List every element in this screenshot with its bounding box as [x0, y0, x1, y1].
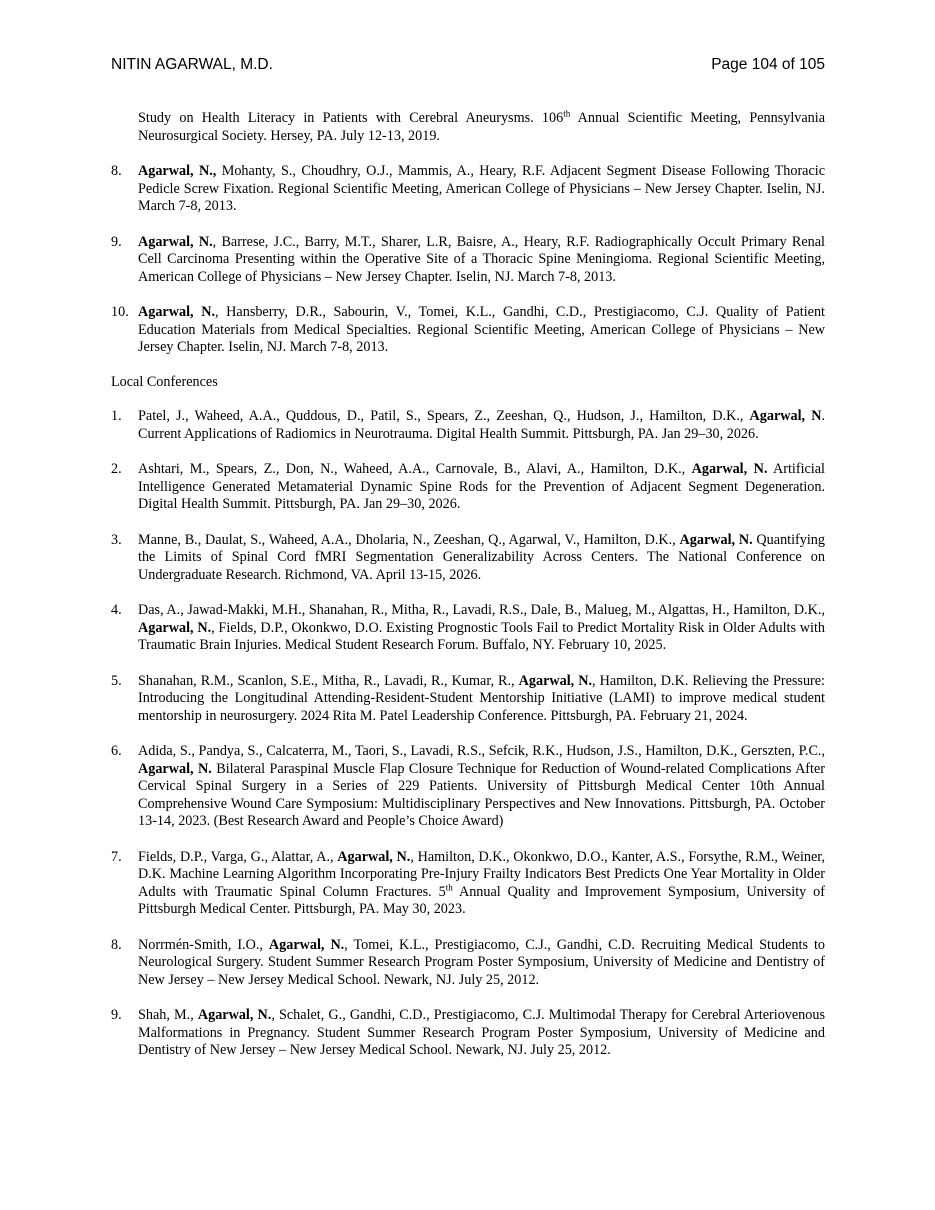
- item-number: 4.: [111, 602, 122, 618]
- list-item: [111, 532, 825, 585]
- citation-text: Agarwal, N., Mohanty, S., Choudhry, O.J., Mammis, A., Heary, R.F. Adjacent Segment Disease Following Thoracic Pedicle Screw Fixation. Regional Scientific Meeting, American College of Physicians – New Jersey Chapter. Iselin, NJ. March 7-8, 2013.: [138, 163, 825, 214]
- ordinal-superscript: th: [445, 881, 453, 892]
- item-number: 3.: [111, 531, 122, 548]
- list-item: [111, 849, 825, 919]
- author-highlight: Agarwal, N.,: [138, 163, 217, 179]
- author-highlight: Agarwal, N: [749, 408, 822, 424]
- author-highlight: Agarwal, N.: [138, 304, 215, 320]
- author-highlight: Agarwal, N.: [138, 619, 212, 636]
- list-item: [111, 1007, 825, 1060]
- continued-text-a: Study on Health Literacy in Patients with Cerebral Aneurysms. 106: [138, 110, 564, 126]
- list-item: [111, 304, 825, 357]
- citation-text: Adida, S., Pandya, S., Calcaterra, M., Taori, S., Lavadi, R.S., Sefcik, R.K., Hudson, J.S., Hamilton, D.K., Gerszten, P.C., Agarwal, N. Bilateral Paraspinal Muscle Flap Closure Technique for Reduction of Wound-related Complications After Cervical Spinal Surgery in a Series of 229 Patients. University of Pittsburgh Medical Center 10th Annual Comprehensive Wound Care Symposium: Multidisciplinary Perspectives and New Innovations. Pittsburgh, PA. October 13-14, 2023. (Best Research Award and People’s Choice Award): [138, 743, 825, 829]
- citation-text: Fields, D.P., Varga, G., Alattar, A., Agarwal, N., Hamilton, D.K., Okonkwo, D.O., Kanter, A.S., Forsythe, R.M., Weiner, D.K. Machine Learning Algorithm Incorporating Pre-Injury Frailty Indicators Best Predicts One Year Mortality in Older Adults with Traumatic Spinal Column Fractures. 5th Annual Quality and Improvement Symposium, University of Pittsburgh Medical Center. Pittsburgh, PA. May 30, 2023.: [138, 848, 825, 917]
- continued-entry: [138, 110, 825, 145]
- page-header: [111, 56, 825, 74]
- citation-text: Ashtari, M., Spears, Z., Don, N., Waheed, A.A., Carnovale, B., Alavi, A., Hamilton, D.K., Agarwal, N. Artificial Intelligence Generated Metamaterial Dynamic Spine Rods for the Prevention of Adjacent Segment Degeneration. Digital Health Summit. Pittsburgh, PA. Jan 29–30, 2026.: [138, 461, 825, 512]
- list-item: [111, 673, 825, 726]
- item-number: 2.: [111, 461, 122, 477]
- item-number: 10.: [111, 304, 129, 320]
- citation-text: Das, A., Jawad-Makki, M.H., Shanahan, R., Mitha, R., Lavadi, R.S., Dale, B., Malueg, M., Algattas, H., Hamilton, D.K., Agarwal, N., Fields, D.P., Okonkwo, D.O. Existing Prognostic Tools Fail to Predict Mortality Risk in Older Adults with Traumatic Brain Injuries. Medical Student Research Forum. Buffalo, NY. February 10, 2025.: [138, 602, 825, 653]
- author-highlight: Agarwal, N.: [138, 760, 212, 777]
- author-highlight: Agarwal, N.: [197, 1007, 272, 1023]
- item-number: 8.: [111, 163, 122, 179]
- author-highlight: Agarwal, N.: [679, 531, 753, 548]
- list-item: [111, 408, 825, 443]
- author-highlight: Agarwal, N.: [138, 233, 213, 250]
- author-highlight: Agarwal, N.: [268, 936, 345, 953]
- item-number: 5.: [111, 672, 122, 689]
- section-heading: Local Conferences: [111, 373, 218, 390]
- author-highlight: Agarwal, N.: [691, 461, 768, 477]
- author-highlight: Agarwal, N.: [518, 672, 593, 689]
- item-number: 8.: [111, 936, 122, 953]
- item-number: 6.: [111, 743, 122, 759]
- continued-text-b: Annual Scientific Meeting, Pennsylvania Neurosurgical Society. Hersey, PA. July 12-13, 2019.: [138, 110, 825, 144]
- list-item: [111, 461, 825, 514]
- citation-text: Agarwal, N., Barrese, J.C., Barry, M.T., Sharer, L.R, Baisre, A., Heary, R.F. Radiographically Occult Primary Renal Cell Carcinoma Presenting within the Operative Site of a Thoracic Spine Meningioma. Regional Scientific Meeting, American College of Physicians – New Jersey Chapter. Iselin, NJ. March 7-8, 2013.: [138, 233, 825, 285]
- author-name: NITIN AGARWAL, M.D.: [111, 56, 273, 73]
- list-item: [111, 234, 825, 287]
- citation-text: Agarwal, N., Hansberry, D.R., Sabourin, V., Tomei, K.L., Gandhi, C.D., Prestigiacomo, C.J. Quality of Patient Education Materials from Medical Specialties. Regional Scientific Meeting, American College of Physicians – New Jersey Chapter. Iselin, NJ. March 7-8, 2013.: [138, 304, 826, 355]
- continued-superscript: th: [563, 108, 571, 119]
- citation-text: Patel, J., Waheed, A.A., Quddous, D., Patil, S., Spears, Z., Zeeshan, Q., Hudson, J., Hamilton, D.K., Agarwal, N. Current Applications of Radiomics in Neurotrauma. Digital Health Summit. Pittsburgh, PA. Jan 29–30, 2026.: [138, 408, 825, 442]
- item-number: 7.: [111, 848, 122, 865]
- citation-text: Shanahan, R.M., Scanlon, S.E., Mitha, R., Lavadi, R., Kumar, R., Agarwal, N., Hamilton, D.K. Relieving the Pressure: Introducing the Longitudinal Attending-Resident-Student Mentorship Initiative (LAMI) to improve medical student mentorship in neurosurgery. 2024 Rita M. Patel Leadership Conference. Pittsburgh, PA. February 21, 2024.: [138, 672, 826, 724]
- list-item: [111, 743, 825, 831]
- item-number: 9.: [111, 1007, 122, 1023]
- document-body: [111, 110, 825, 1060]
- author-highlight: Agarwal, N.: [337, 848, 411, 865]
- list-item: [111, 937, 825, 990]
- citation-text: Manne, B., Daulat, S., Waheed, A.A., Dholaria, N., Zeeshan, Q., Agarwal, V., Hamilton, D.K., Agarwal, N. Quantifying the Limits of Spinal Cord fMRI Segmentation Generalizability Across Centers. The National Conference on Undergraduate Research. Richmond, VA. April 13-15, 2026.: [138, 531, 825, 583]
- list-item: [111, 602, 825, 655]
- citation-text: Shah, M., Agarwal, N., Schalet, G., Gandhi, C.D., Prestigiacomo, C.J. Multimodal Therapy for Cerebral Arteriovenous Malformations in Pregnancy. Student Summer Research Program Poster Symposium, University of Medicine and Dentistry of New Jersey – New Jersey Medical School. Newark, NJ. July 25, 2012.: [138, 1007, 825, 1058]
- list-item: [111, 163, 825, 216]
- citation-text: Norrmén-Smith, I.O., Agarwal, N., Tomei, K.L., Prestigiacomo, C.J., Gandhi, C.D. Recruiting Medical Students to Neurological Surgery. Student Summer Research Program Poster Symposium, University of Medicine and Dentistry of New Jersey – New Jersey Medical School. Newark, NJ. July 25, 2012.: [138, 936, 825, 988]
- item-number: 1.: [111, 408, 122, 424]
- page-number: Page 104 of 105: [711, 56, 825, 73]
- item-number: 9.: [111, 233, 122, 250]
